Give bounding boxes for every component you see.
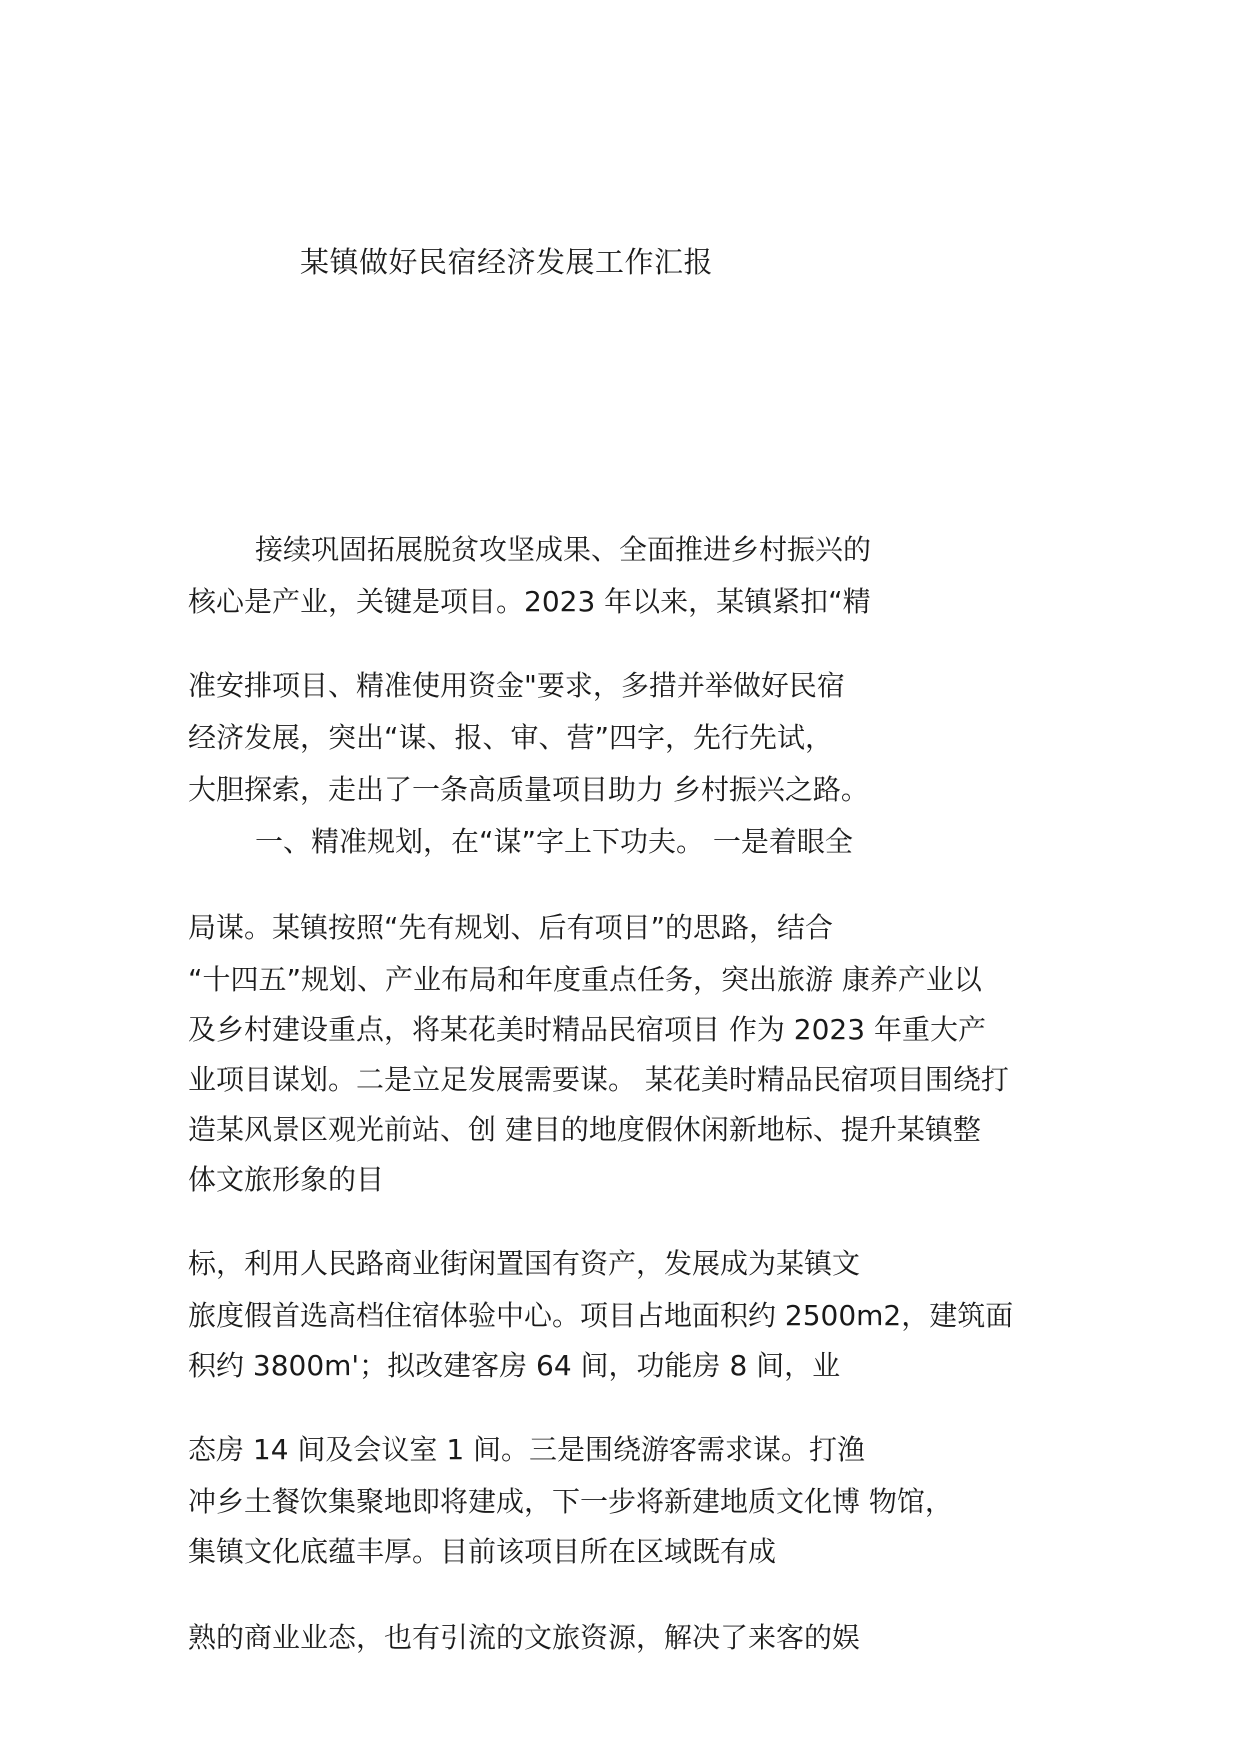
- paragraph-line: 核心是产业，关键是项目。2023 年以来，某镇紧扣“精: [188, 585, 871, 618]
- paragraph-line: 熟的商业业态，也有引流的文旅资源，解决了来客的娱: [188, 1621, 861, 1654]
- paragraph-line: 集镇文化底蕴丰厚。目前该项目所在区域既有成: [188, 1535, 777, 1568]
- paragraph-line: 积约 3800m'；拟改建客房 64 间，功能房 8 间，业: [188, 1349, 841, 1382]
- paragraph-line: 体文旅形象的目: [188, 1163, 385, 1196]
- paragraph-line: “十四五”规划、产业布局和年度重点任务，突出旅游 康养产业以: [188, 963, 982, 996]
- paragraph-line: 大胆探索，走出了一条高质量项目助力 乡村振兴之路。: [188, 773, 869, 806]
- paragraph-line: 准安排项目、精准使用资金"要求，多措并举做好民宿: [188, 669, 845, 702]
- paragraph-line: 接续巩固拓展脱贫攻坚成果、全面推进乡村振兴的: [255, 533, 872, 566]
- paragraph-line: 及乡村建设重点，将某花美时精品民宿项目 作为 2023 年重大产: [188, 1013, 986, 1046]
- paragraph-line: 业项目谋划。二是立足发展需要谋。 某花美时精品民宿项目围绕打: [188, 1063, 1009, 1096]
- paragraph-line: 标，利用人民路商业街闲置国有资产，发展成为某镇文: [188, 1247, 861, 1280]
- paragraph-line: 一、精准规划，在“谋”字上下功夫。 一是着眼全: [255, 825, 853, 858]
- paragraph-line: 局谋。某镇按照“先有规划、后有项目”的思路，结合: [188, 911, 834, 944]
- paragraph-line: 态房 14 间及会议室 1 间。三是围绕游客需求谋。打渔: [188, 1433, 866, 1466]
- paragraph-line: 冲乡土餐饮集聚地即将建成，下一步将新建地质文化博 物馆，: [188, 1485, 953, 1518]
- paragraph-line: 造某风景区观光前站、创 建目的地度假休闲新地标、提升某镇整: [188, 1113, 981, 1146]
- document-title: 某镇做好民宿经济发展工作汇报: [300, 245, 714, 279]
- paragraph-line: 旅度假首选高档住宿体验中心。项目占地面积约 2500m2，建筑面: [188, 1299, 1014, 1332]
- paragraph-line: 经济发展，突出“谋、报、审、营”四字，先行先试，: [188, 721, 834, 754]
